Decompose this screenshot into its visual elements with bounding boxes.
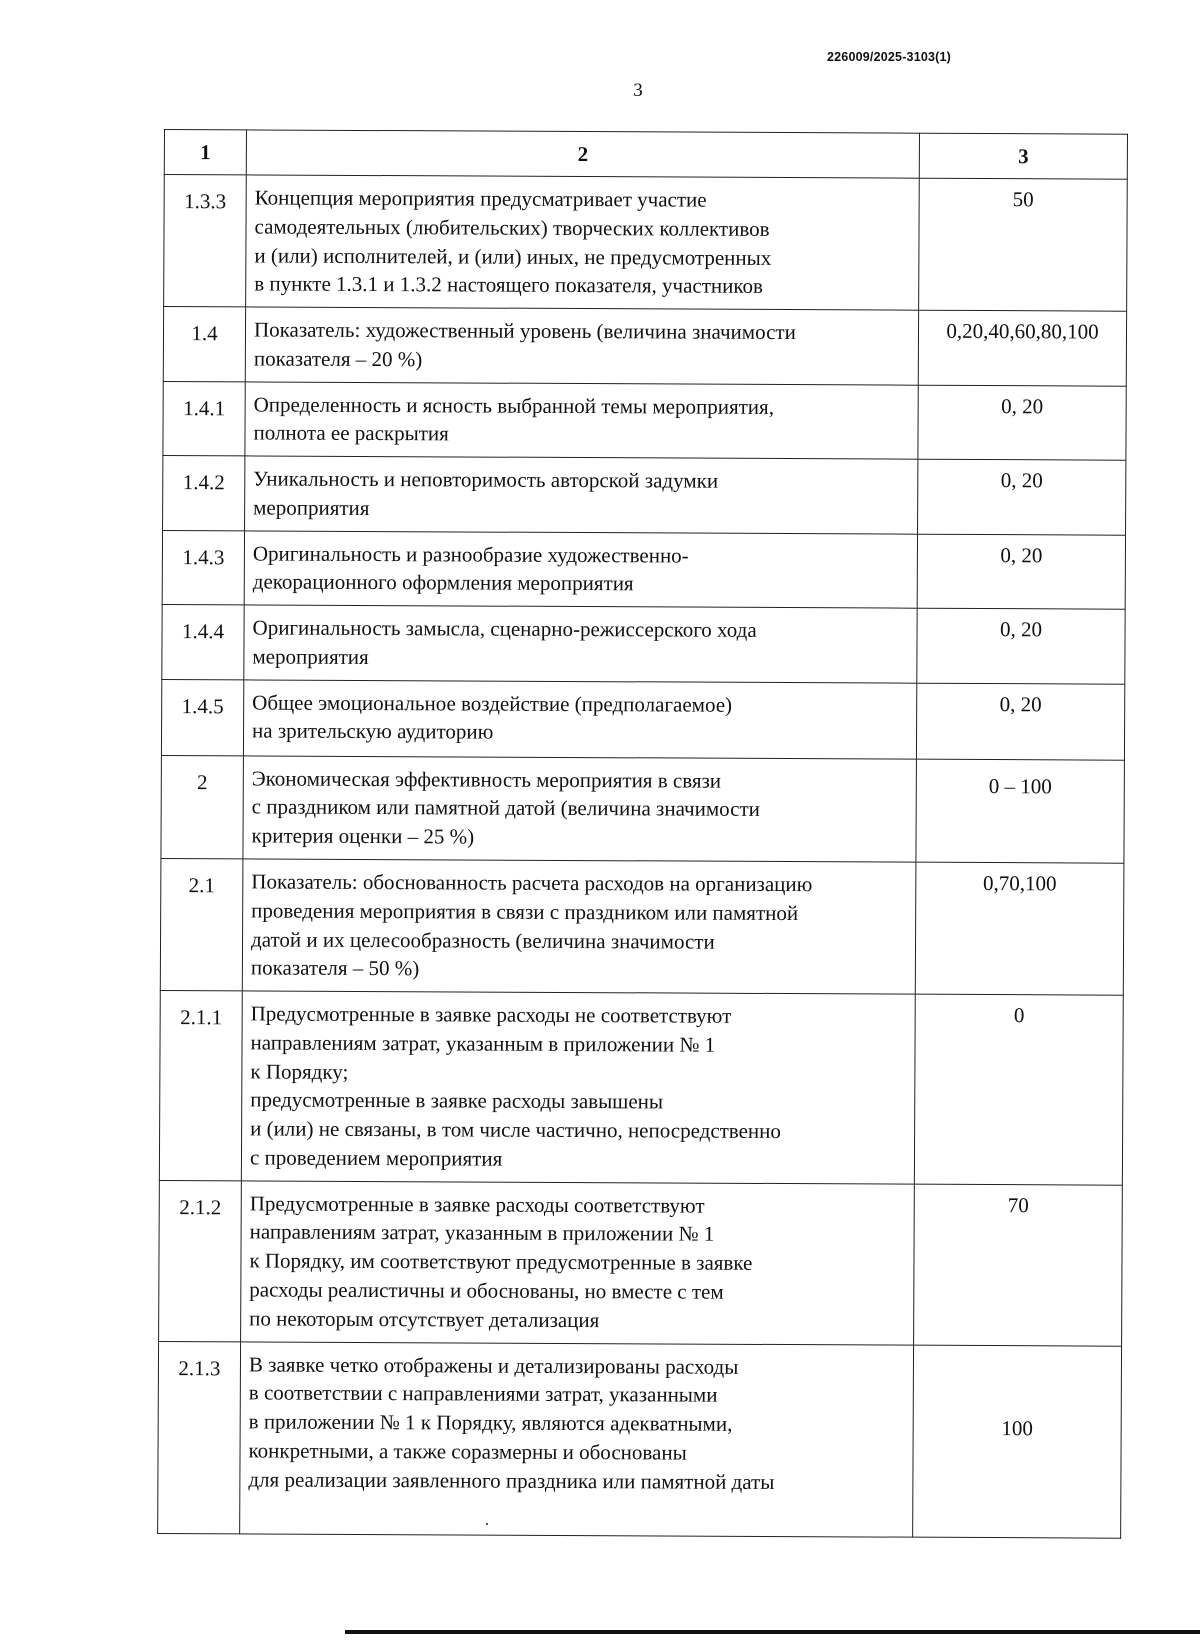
description-line: В заявке четко отображены и детализированы расходы <box>248 1351 739 1379</box>
description-line: Предусмотренные в заявке расходы не соответствуют <box>250 1001 732 1028</box>
row-score: 0 <box>914 994 1123 1185</box>
table-header-row <box>164 130 1127 180</box>
description-line: Показатель: обоснованность расчета расходов на организацию <box>251 869 813 897</box>
description-line: декорационного оформления мероприятия <box>252 569 634 596</box>
description-line: мероприятия <box>252 644 369 669</box>
description-line: на зрительскую аудиторию <box>252 718 494 745</box>
table-row <box>158 1341 1122 1538</box>
row-number: 1.4.2 <box>163 456 245 531</box>
row-number: 1.4.1 <box>163 381 245 456</box>
description-line: показателя – 50 %) <box>250 955 420 981</box>
description-line: Концепция мероприятия предусматривает участие <box>254 185 707 212</box>
row-description <box>241 1181 915 1345</box>
row-number: 1.4.4 <box>162 605 244 680</box>
description-line: к Порядку, им соответствуют предусмотренные в заявке <box>249 1248 753 1276</box>
row-description <box>245 307 918 385</box>
description-line: с проведением мероприятия <box>249 1145 503 1171</box>
description-line: критерия оценки – 25 %) <box>251 823 475 849</box>
row-description <box>240 1341 914 1536</box>
description-line: Предусмотренные в заявке расходы соответствуют <box>249 1191 705 1218</box>
row-number: 2.1.2 <box>159 1180 242 1341</box>
table-row <box>162 530 1125 609</box>
description-line: предусмотренные в заявке расходы завышены <box>250 1087 664 1114</box>
description-line: расходы реалистичны и обоснованы, но вместе с тем <box>249 1277 724 1304</box>
row-score: 0,70,100 <box>915 862 1124 995</box>
row-score: 70 <box>914 1184 1123 1346</box>
table-row <box>160 859 1124 996</box>
row-description <box>241 991 915 1184</box>
row-score: 0,20,40,60,80,100 <box>918 310 1126 386</box>
row-score: 0 – 100 <box>916 759 1125 863</box>
description-line: направлениям затрат, указанным в приложении № 1 <box>249 1219 715 1247</box>
table-row <box>162 605 1125 684</box>
description-line: к Порядку; <box>250 1059 349 1084</box>
row-description <box>242 859 916 994</box>
description-line: Определенность и ясность выбранной темы мероприятия, <box>253 392 775 419</box>
row-score: 0, 20 <box>918 459 1126 535</box>
description-line: полнота ее раскрытия <box>253 420 449 446</box>
criteria-table <box>157 129 1128 1538</box>
row-score: 0, 20 <box>916 683 1124 760</box>
column-header-description: 2 <box>246 130 919 178</box>
row-score: 100 <box>913 1345 1122 1538</box>
table-row <box>159 991 1123 1185</box>
table-row <box>159 1180 1123 1346</box>
row-description <box>244 605 917 683</box>
description-line: конкретными, а также соразмерны и обоснованы <box>248 1438 687 1465</box>
description-line: показателя – 20 %) <box>253 346 423 372</box>
row-description <box>246 175 920 310</box>
table-row <box>164 175 1128 312</box>
table-row <box>161 679 1124 760</box>
row-score: 50 <box>919 178 1128 311</box>
column-header-score: 3 <box>919 133 1127 179</box>
description-line: Общее эмоциональное воздействие (предполагаемое) <box>252 690 733 717</box>
row-number: 1.4 <box>163 307 245 382</box>
row-number: 1.4.3 <box>162 530 244 605</box>
description-line: и (или) исполнителей, и (или) иных, не предусмотренных <box>254 242 772 270</box>
column-header-number: 1 <box>164 130 246 175</box>
row-description <box>243 756 916 863</box>
description-line: с праздником или памятной датой (величина значимости <box>251 794 760 822</box>
description-line: по некоторым отсутствует детализация <box>249 1306 600 1332</box>
scan-speck <box>486 1523 488 1525</box>
description-line: Экономическая эффективность мероприятия в связи <box>251 766 722 793</box>
row-number: 1.4.5 <box>161 679 243 755</box>
page-number: 3 <box>633 80 643 101</box>
description-line: самодеятельных (любительских) творческих коллективов <box>254 214 770 241</box>
row-number: 2.1.3 <box>158 1341 241 1533</box>
document-number: 226009/2025-3103(1) <box>827 50 952 64</box>
description-line: в приложении № 1 к Порядку, являются адекватными, <box>248 1409 733 1436</box>
description-line: Оригинальность замысла, сценарно-режиссерского хода <box>252 615 757 643</box>
table-body <box>158 175 1128 1538</box>
row-number: 2.1 <box>160 859 243 991</box>
description-line: в соответствии с направлениями затрат, указанными <box>248 1380 718 1407</box>
description-line: мероприятия <box>253 495 370 520</box>
row-number: 2.1.1 <box>159 991 242 1181</box>
description-line: Показатель: художественный уровень (величина значимости <box>253 317 796 345</box>
table-row <box>163 307 1126 386</box>
table-row <box>163 456 1126 535</box>
row-score: 0, 20 <box>917 534 1125 610</box>
description-line: Оригинальность и разнообразие художественно- <box>252 541 689 568</box>
row-number: 2 <box>161 755 244 859</box>
row-description <box>244 531 917 609</box>
scan-bottom-edge <box>345 1630 1200 1634</box>
row-description <box>243 680 916 759</box>
row-score: 0, 20 <box>918 385 1126 461</box>
description-line: для реализации заявленного праздника или памятной даты <box>248 1466 775 1494</box>
table-row <box>163 381 1126 460</box>
description-line: датой и их целесообразность (величина значимости <box>250 926 715 954</box>
description-line: направлениям затрат, указанным в приложении № 1 <box>250 1030 716 1057</box>
description-line: и (или) не связаны, в том числе частично, непосредственно <box>250 1116 781 1144</box>
description-line: проведения мероприятия в связи с праздником или памятной <box>251 898 799 925</box>
row-description <box>245 456 918 534</box>
description-line: в пункте 1.3.1 и 1.3.2 настоящего показателя, участников <box>254 271 764 299</box>
row-description <box>245 381 918 459</box>
table-row <box>161 755 1124 863</box>
description-line: Уникальность и неповторимость авторской задумки <box>253 466 719 493</box>
row-score: 0, 20 <box>917 608 1125 684</box>
row-number: 1.3.3 <box>164 175 247 307</box>
